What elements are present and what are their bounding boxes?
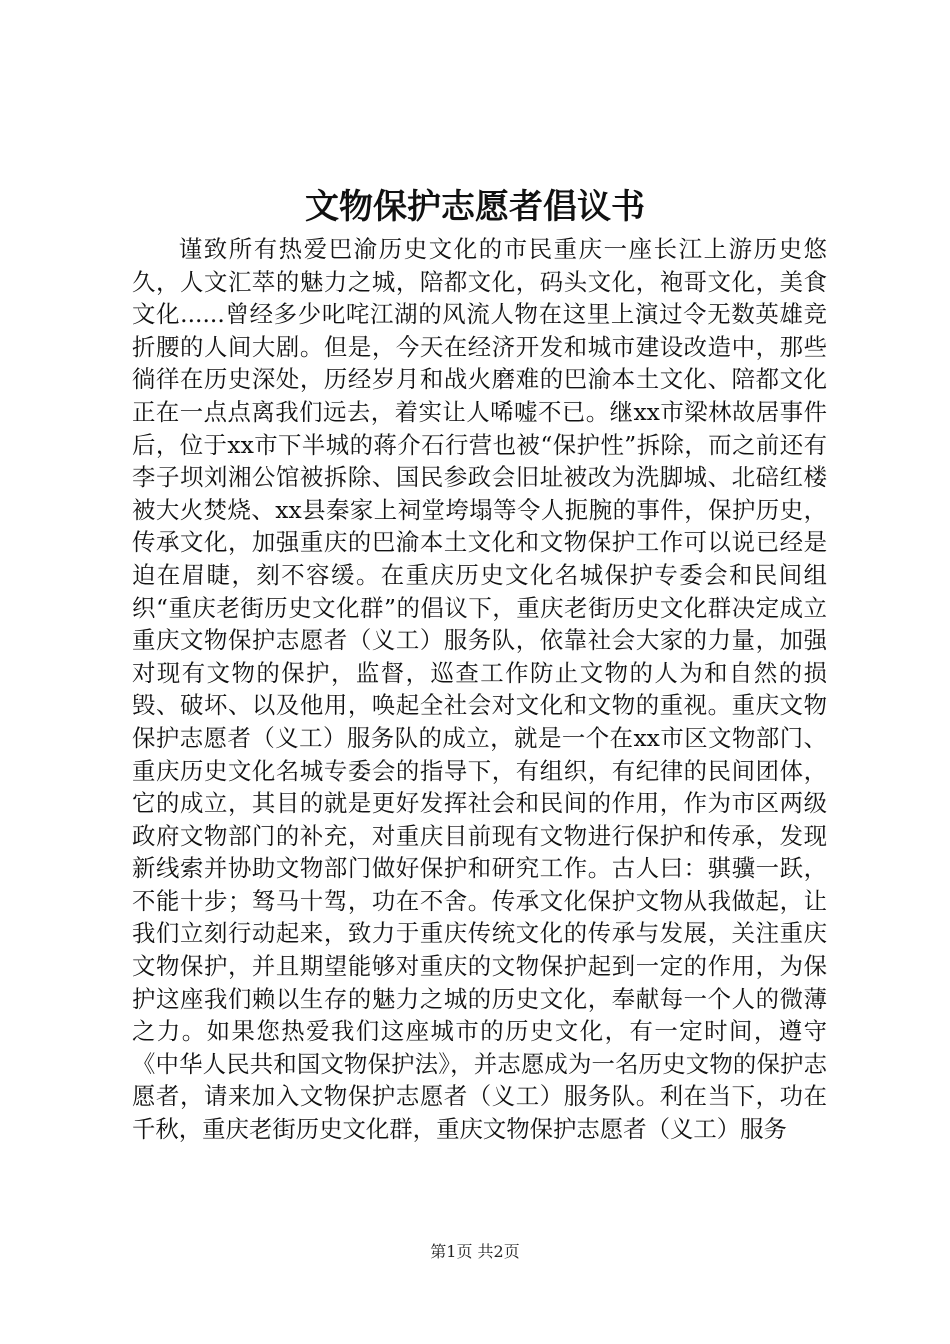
document-title: 文物保护志愿者倡议书 [305, 187, 645, 227]
document-body: 谨致所有热爱巴渝历史文化的市民重庆一座长江上游历史悠久，人文汇萃的魅力之城，陪都文化，码头文化，袍哥文化，美食文化......曾经多少叱咤江湖的风流人物在这里上演过令无数英雄竞折腰的人间大剧。但是，今天在经济开发和城市建设改造中，那些徜徉在历史深处，历经岁月和战火磨难的巴渝本土文化、陪都文化正在一点点离我们远去，着实让人唏嘘不已。继xx市梁林故居事件后，位于xx市下半城的蒋介石行营也被“保护性”拆除，而之前还有李子坝刘湘公馆被拆除、国民参政会旧址被改为洗脚城、北碚红楼被大火焚烧、xx县秦家上祠堂垮塌等令人扼腕的事件，保护历史，传承文化，加强重庆的巴渝本土文化和文物保护工作可以说已经是迫在眉睫，刻不容缓。在重庆历史文化名城保护专委会和民间组织“重庆老街历史文化群”的倡议下，重庆老街历史文化群决定成立重庆文物保护志愿者（义工）服务队，依靠社会大家的力量，加强对现有文物的保护，监督，巡查工作防止文物的人为和自然的损毁、破坏、以及他用，唤起全社会对文化和文物的重视。重庆文物保护志愿者（义工）服务队的成立，就是一个在xx市区文物部门、重庆历史文化名城专委会的指导下，有组织，有纪律的民间团体，它的成立，其目的就是更好发挥社会和民间的作用，作为市区两级政府文物部门的补充，对重庆目前现有文物进行保护和传承，发现新线索并协助文物部门做好保护和研究工作。古人曰：骐骥一跃，不能十步；驽马十驾，功在不舍。传承文化保护文物从我做起，让我们立刻行动起来，致力于重庆传统文化的传承与发展，关注重庆文物保护，并且期望能够对重庆的文物保护起到一定的作用，为保护这座我们赖以生存的魅力之城的历史文化，奉献每一个人的微薄之力。如果您热爱我们这座城市的历史文化，有一定时间，遵守《中华人民共和国文物保护法》，并志愿成为一名历史文物的保护志愿者，请来加入文物保护志愿者（义工）服务队。利在当下，功在千秋，重庆老街历史文化群，重庆文物保护志愿者（义工）服务 [132, 235, 827, 1144]
page-footer: 第1页 共2页 [430, 1242, 520, 1261]
